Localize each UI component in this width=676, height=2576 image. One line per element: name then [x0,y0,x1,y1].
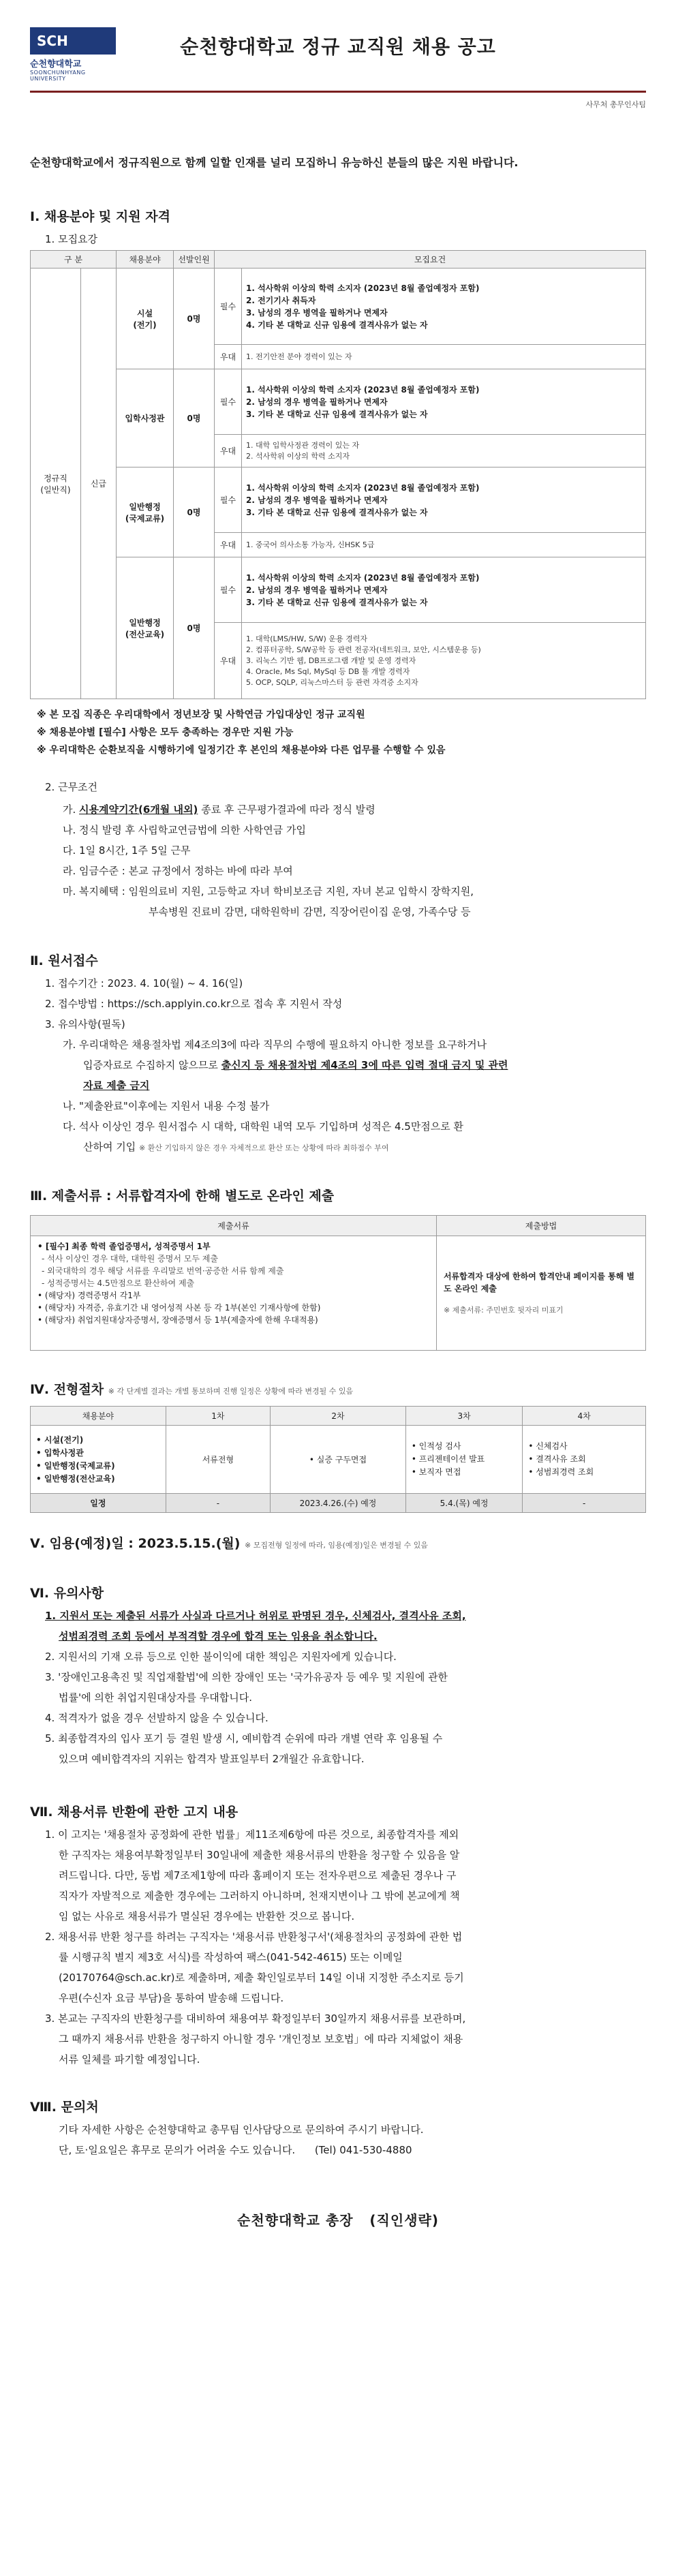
field-line: • 일반행정(국제교류) [36,1460,115,1471]
header-documents: 제출서류 [31,1216,437,1236]
item-text: 정식 발령 후 사립학교연금법에 의한 사학연금 가입 [79,824,306,836]
header-step-3: 3차 [405,1407,523,1426]
req-line: 3. 기타 본 대학교 신규 임용에 결격사유가 없는 자 [246,409,428,419]
caution-3b: 법률'에 의한 취업지원대상자를 우대합니다. [59,1691,253,1704]
section-8-title: Ⅷ. 문의처 [30,2100,99,2115]
level-cell: 신급 [81,269,117,699]
documents-list [31,1236,437,1351]
return-line: (20170764@sch.ac.kr)로 제출하며, 제출 확인일로부터 14일 이내 지정한 주소지로 등기 [59,1972,464,1984]
app-method: 2. 접수방법 : https://sch.applyin.co.kr으로 접속 후 지원서 작성 [45,998,343,1010]
doc-line: • [필수] 최종 학력 졸업증명서, 성적증명서 1부 [37,1242,211,1251]
must-label: 필수 [215,467,242,533]
logo-korean: 순천향대학교 [30,59,82,70]
section-5-label: Ⅴ. 임용(예정)일 : 2023.5.15.(월) [30,1536,241,1551]
step-3: • 인적성 검사 • 프리젠테이션 발표 • 보직자 면접 [405,1426,523,1494]
app-notice-a: 가. 우리대학은 채용절차법 제4조의3에 따라 직무의 수행에 필요하지 아니한 정보를 요구하거나 [63,1039,487,1051]
section-2-title: Ⅱ. 원서접수 [30,953,98,968]
condition-item [30,799,646,820]
section-7-title: Ⅶ. 채용서류 반환에 관한 고지 내용 [30,1805,239,1820]
work-conditions-heading: 2. 근무조건 [45,781,98,793]
schedule-2: 2023.4.26.(수) 예정 [271,1494,406,1513]
logo-english: SOONCHUNHYANG UNIVERSITY [30,70,86,82]
item-key: 나. [63,824,76,836]
doc-line: - 외국대학의 경우 해당 서류를 우리말로 번역·공증한 서류 함께 제출 [42,1266,284,1276]
caution-5: 5. 최종합격자의 입사 포기 등 결원 발생 시, 예비합격 순위에 따라 개별 연락 후 임용될 수 [45,1732,443,1745]
recruit-outline-heading: 1. 모집요강 [45,233,98,245]
field-it: 일반행정 (전산교육) [117,557,174,699]
return-line: 률 시행규칙 별지 제3호 서식)를 작성하여 팩스(041-542-4615) 또는 이메일 [59,1951,403,1963]
pref-admission [242,435,646,467]
field-international: 일반행정 (국제교류) [117,467,174,557]
item-text: 1일 8시간, 1주 5일 근무 [79,844,191,857]
field-line: • 시설(전기) [36,1435,84,1445]
caution-5b: 있으며 예비합격자의 지위는 합격자 발표일부터 2개월간 유효합니다. [59,1753,365,1765]
doc-line: • (해당자) 취업지원대상자증명서, 장애증명서 등 1부(제출자에 한해 우대적용) [37,1315,318,1325]
field-admission: 입학사정관 [117,369,174,467]
step-1: 서류전형 [166,1426,271,1494]
category-cell: 정규직 (일반직) [31,269,81,699]
pref-line: 1. 대학(LMS/HW, S/W) 운용 경력자 [246,634,367,643]
note-line: ※ 우리대학은 순환보직을 시행하기에 일정기간 후 본인의 채용분야와 다른 업무를 수행할 수 있음 [37,745,446,756]
pref-label: 우대 [215,623,242,699]
doc-line: - 성적증명서는 4.5만점으로 환산하여 제출 [42,1278,195,1288]
count-admission: 0명 [174,369,215,467]
app-notice-c2 [30,1137,646,1159]
req-line: 1. 석사학위 이상의 학력 소지자 (2023년 8월 졸업예정자 포함) [246,283,480,293]
condition-item [30,881,646,902]
app-period: 1. 접수기간 : 2023. 4. 10(월) ~ 4. 16(일) [45,977,243,990]
recruit-table [30,250,646,699]
cautions [30,1606,646,1769]
app-notice-a3: 자료 제출 금지 [83,1079,150,1092]
schedule-3: 5.4.(목) 예정 [405,1494,523,1513]
document-return-notice [30,1824,646,2070]
caution-4: 4. 적격자가 없을 경우 선발하지 않을 수 있습니다. [45,1712,268,1724]
submission-method [436,1236,645,1351]
pref-electric [242,345,646,369]
req-line: 3. 기타 본 대학교 신규 임용에 결격사유가 없는 자 [246,507,428,517]
university-logo [30,27,116,82]
item-text: 종료 후 근무평가결과에 따라 정식 발령 [198,803,375,816]
app-notice-a2 [30,1055,646,1075]
req-line: 2. 남성의 경우 병역을 필하거나 면제자 [246,397,388,407]
doc-line: • (해당자) 자격증, 유효기간 내 영어성적 사본 등 각 1부(본인 기재사항에 한함) [37,1303,321,1313]
field-electric: 시설 (전기) [117,269,174,369]
return-line: 그 때까지 채용서류 반환을 청구하지 아니할 경우 '개인정보 보호법」에 따라 지체없이 채용 [59,2033,463,2045]
doc-line: - 석사 이상인 경우 대학, 대학원 증명서 모두 제출 [42,1254,218,1263]
header-field: 채용분야 [31,1407,166,1426]
section-5-title [30,1533,646,1552]
item-key: 다. [63,844,76,857]
req-line: 1. 석사학위 이상의 학력 소지자 (2023년 8월 졸업예정자 포함) [246,482,480,493]
fields-list [31,1426,166,1494]
caution-1: 1. 지원서 또는 제출된 서류가 사실과 다르거나 허위로 판명된 경우, 신체검사, 결격사유 조회, [45,1610,466,1622]
section-3-title: Ⅲ. 제출서류 : 서류합격자에 한해 별도로 온라인 제출 [30,1189,335,1203]
section-4-label: Ⅳ. 전형절차 [30,1382,104,1397]
req-line: 2. 남성의 경우 병역을 필하거나 면제자 [246,585,388,595]
method-note: ※ 제출서류: 주민번호 뒷자리 미표기 [443,1305,564,1315]
return-line: 려드립니다. 다만, 동법 제7조제1항에 따라 홈페이지 또는 전자우편으로 제출된 경우나 구 [59,1869,457,1882]
req-line: 4. 기타 본 대학교 신규 임용에 결격사유가 없는 자 [246,320,428,330]
condition-item [30,840,646,861]
step-4: • 신체검사 • 결격사유 조회 • 성범죄경력 조회 [523,1426,646,1494]
schedule-1: - [166,1494,271,1513]
section-4-note: ※ 각 단계별 결과는 개별 통보하며 진행 일정은 상황에 따라 변경될 수 있음 [108,1387,354,1396]
req-line: 2. 전기기사 취득자 [246,295,316,305]
must-international [242,467,646,533]
section-6-title: Ⅵ. 유의사항 [30,1586,104,1601]
pref-it [242,623,646,699]
application-block [30,973,646,1159]
method-text: 서류합격자 대상에 한하여 합격안내 페이지를 통해 별도 온라인 제출 [443,1271,635,1293]
contact-phone: 단, 토·일요일은 휴무로 문의가 어려울 수도 있습니다. (Tel) 041-530-4880 [59,2144,412,2156]
req-line: 3. 남성의 경우 병역을 필하거나 면제자 [246,307,388,318]
condition-item [30,820,646,840]
req-line: 1. 석사학위 이상의 학력 소지자 (2023년 8월 졸업예정자 포함) [246,384,480,395]
header-field: 채용분야 [117,251,174,269]
work-conditions [30,799,646,922]
documents-table [30,1215,646,1351]
department-ref: 사무처 총무인사팀 [585,100,646,109]
caution-2: 2. 지원서의 기재 오류 등으로 인한 불이익에 대한 책임은 지원자에게 있습니다. [45,1651,397,1663]
notice-small: ※ 환산 기입하지 않은 경우 자체적으로 환산 또는 상황에 따라 최하점수 부여 [139,1144,389,1152]
return-line: 우편(수신자 요금 부담)을 통하여 발송해 드립니다. [59,1992,284,2004]
app-notice-c: 다. 석사 이상인 경우 원서접수 시 대학, 대학원 내역 모두 기입하며 성적은 4.5만점으로 환 [63,1120,464,1133]
count-international: 0명 [174,467,215,557]
count-it: 0명 [174,557,215,699]
notice-text: 입증자료로 수집하지 않으므로 [83,1059,221,1071]
app-notice-b: 나. "제출완료"이후에는 지원서 내용 수정 불가 [63,1100,270,1112]
pref-line: 1. 대학 입학사정관 경력이 있는 자 [246,440,360,450]
return-line: 1. 이 고지는 '채용절차 공정화에 관한 법률」제11조제6항에 따른 것으로, 최종합격자를 제외 [45,1828,459,1841]
header [30,0,646,109]
pref-line: 5. OCP, SQLP, 리눅스마스터 등 관련 자격증 소지자 [246,677,418,687]
must-it [242,557,646,623]
condition-cont: 부속병원 진료비 감면, 대학원학비 감면, 직장어린이집 운영, 가족수당 등 [149,906,471,918]
field-line: • 일반행정(전산교육) [36,1473,115,1484]
header-method: 제출방법 [436,1216,645,1236]
return-line: 한 구직자는 채용여부확정일부터 30일내에 제출한 채용서류의 반환을 청구할 수 있음을 알 [59,1849,460,1861]
notice-text: 산하여 기입 [83,1141,136,1153]
schedule-4: - [523,1494,646,1513]
must-label: 필수 [215,269,242,345]
header-count: 선발인원 [174,251,215,269]
intro-text: 순천향대학교에서 정규직원으로 함께 일할 인재를 널리 모집하니 유능하신 분들의 많은 지원 바랍니다. [30,156,519,169]
section-4-title [30,1379,646,1398]
condition-item [30,861,646,881]
pref-line: 3. 리눅스 기반 웹, DB프로그램 개발 및 운영 경력자 [246,656,416,665]
pref-label: 우대 [215,533,242,557]
section-1-title: Ⅰ. 채용분야 및 지원 자격 [30,209,170,224]
caution-3: 3. '장애인고용촉진 및 직업재활법'에 의한 장애인 또는 '국가유공자 등 예우 및 지원에 관한 [45,1671,448,1683]
app-notice-heading: 3. 유의사항(필독) [45,1018,125,1030]
return-line: 임 없는 사유로 채용서류가 멸실된 경우에는 반환한 것으로 봅니다. [59,1910,355,1922]
notice-warning: 출신지 등 채용절차법 제4조의 3에 따른 입력 절대 금지 및 관련 [221,1059,508,1071]
note-line: ※ 본 모집 직종은 우리대학에서 정년보장 및 사학연금 가입대상인 정규 교직원 [37,709,365,720]
recruit-notes [30,706,646,759]
item-key: 라. [63,865,76,877]
header-step-4: 4차 [523,1407,646,1426]
contact-line: 기타 자세한 사항은 순천향대학교 총무팀 인사담당으로 문의하여 주시기 바랍니다. [59,2123,424,2136]
must-admission [242,369,646,435]
pref-line: 2. 컴퓨터공학, S/W공학 등 관련 전공자(네트워크, 보안, 시스템운용 등) [246,645,481,654]
pref-line: 4. Oracle, Ms Sql, MySql 등 DB 툴 개발 경력자 [246,666,410,676]
page-title: 순천향대학교 정규 교직원 채용 공고 [180,35,496,58]
note-line: ※ 채용분야별 [필수] 사항은 모두 충족하는 경우만 지원 가능 [37,727,294,738]
selection-process-table [30,1406,646,1513]
closing-signature: 순천향대학교 총장 (직인생략) [237,2212,439,2228]
pref-label: 우대 [215,345,242,369]
section-5-note: ※ 모집전형 일정에 따라, 임용(예정)일은 변경될 수 있음 [245,1541,428,1550]
req-line: 1. 석사학위 이상의 학력 소지자 (2023년 8월 졸업예정자 포함) [246,572,480,583]
item-key: 마. [63,885,76,898]
item-key: 가. [63,803,76,816]
req-line: 3. 기타 본 대학교 신규 임용에 결격사유가 없는 자 [246,597,428,607]
header-requirements: 모집요건 [215,251,646,269]
doc-line: • (해당자) 경력증명서 각1부 [37,1291,141,1300]
item-text: 임금수준 : 본교 규정에서 정하는 바에 따라 부여 [79,865,293,877]
must-label: 필수 [215,369,242,435]
logo-mark: SCH [30,27,116,55]
header-step-1: 1차 [166,1407,271,1426]
step-2: • 실증 구두면접 [271,1426,406,1494]
req-line: 2. 남성의 경우 병역을 필하거나 면제자 [246,495,388,505]
pref-line: 2. 석사학위 이상의 학력 소지자 [246,451,350,461]
must-label: 필수 [215,557,242,623]
count-electric: 0명 [174,269,215,369]
must-electric [242,269,646,345]
item-text: 복지혜택 : 임원의료비 지원, 고등학교 자녀 학비보조금 지원, 자녀 본교 입학시 장학지원, [79,885,474,898]
pref-line: 1. 전기안전 분야 경력이 있는 자 [246,352,352,361]
pref-line: 1. 중국어 의사소통 가능자, 신HSK 5급 [246,540,375,549]
return-line: 3. 본교는 구직자의 반환청구를 대비하여 채용여부 확정일부터 30일까지 채용서류를 보관하며, [45,2012,466,2025]
return-line: 직자가 자발적으로 제출한 경우에는 그러하지 아니하며, 천재지변이나 그 밖에 본교에게 책 [59,1890,460,1902]
header-step-2: 2차 [271,1407,406,1426]
field-line: • 입학사정관 [36,1447,84,1458]
return-line: 서류 일체를 파기할 예정입니다. [59,2053,200,2066]
return-line: 2. 채용서류 반환 청구를 하려는 구직자는 '채용서류 반환청구서'(채용절차의 공정화에 관한 법 [45,1931,463,1943]
probation-period: 시용계약기간(6개월 내외) [79,803,198,816]
caution-1b: 성범죄경력 조회 등에서 부적격할 경우에 합격 또는 임용을 취소합니다. [59,1630,378,1642]
pref-international [242,533,646,557]
schedule-label: 일정 [31,1494,166,1513]
contact-block [30,2119,646,2160]
header-category: 구 분 [31,251,117,269]
pref-label: 우대 [215,435,242,467]
